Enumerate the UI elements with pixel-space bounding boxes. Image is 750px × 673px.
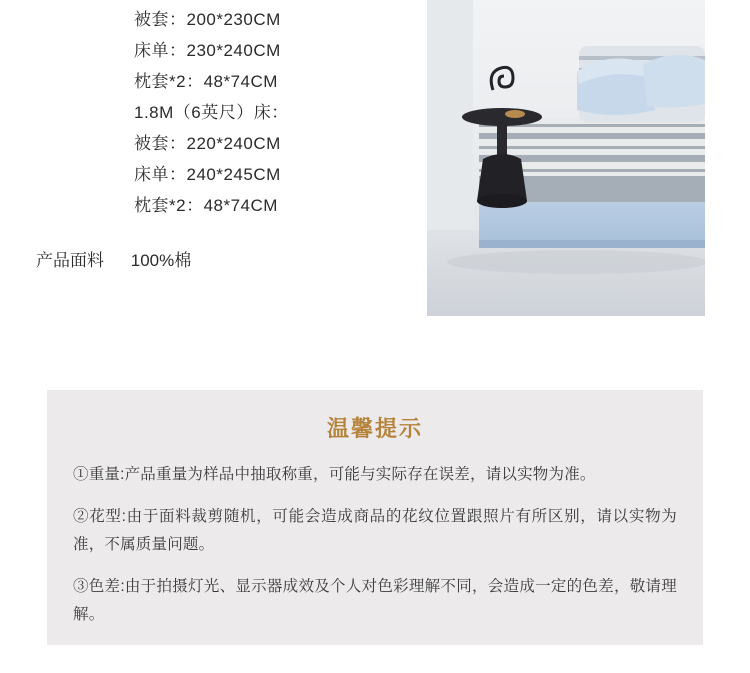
tip-item: ③色差:由于拍摄灯光、显示器成效及个人对色彩理解不同，会造成一定的色差，敬请理解。 [73,578,677,623]
tips-box [47,390,703,645]
tips-title: 温馨提示 [326,416,423,441]
specification-list [0,0,420,275]
fabric-value: 100%棉 [130,251,192,270]
tip-item: ①重量:产品重量为样品中抽取称重，可能与实际存在误差，请以实物为准。 [73,466,596,483]
spec-line: 1.8M（6英尺）床： [134,103,289,122]
spec-line: 枕套*2：48*74CM [134,196,278,215]
fabric-row [0,247,420,275]
spec-line: 床单：230*240CM [134,41,281,60]
specification-section [0,0,750,320]
fabric-label: 产品面料 [36,251,104,270]
spec-line: 被套：200*230CM [134,10,281,29]
bedding-product-photo [427,0,705,316]
spec-line: 被套：220*240CM [134,134,281,153]
spec-line: 枕套*2：48*74CM [134,72,278,91]
tip-item: ②花型:由于面料裁剪随机，可能会造成商品的花纹位置跟照片有所区别，请以实物为准，不属质量问题。 [73,508,677,553]
spec-line: 床单：240*245CM [134,165,281,184]
